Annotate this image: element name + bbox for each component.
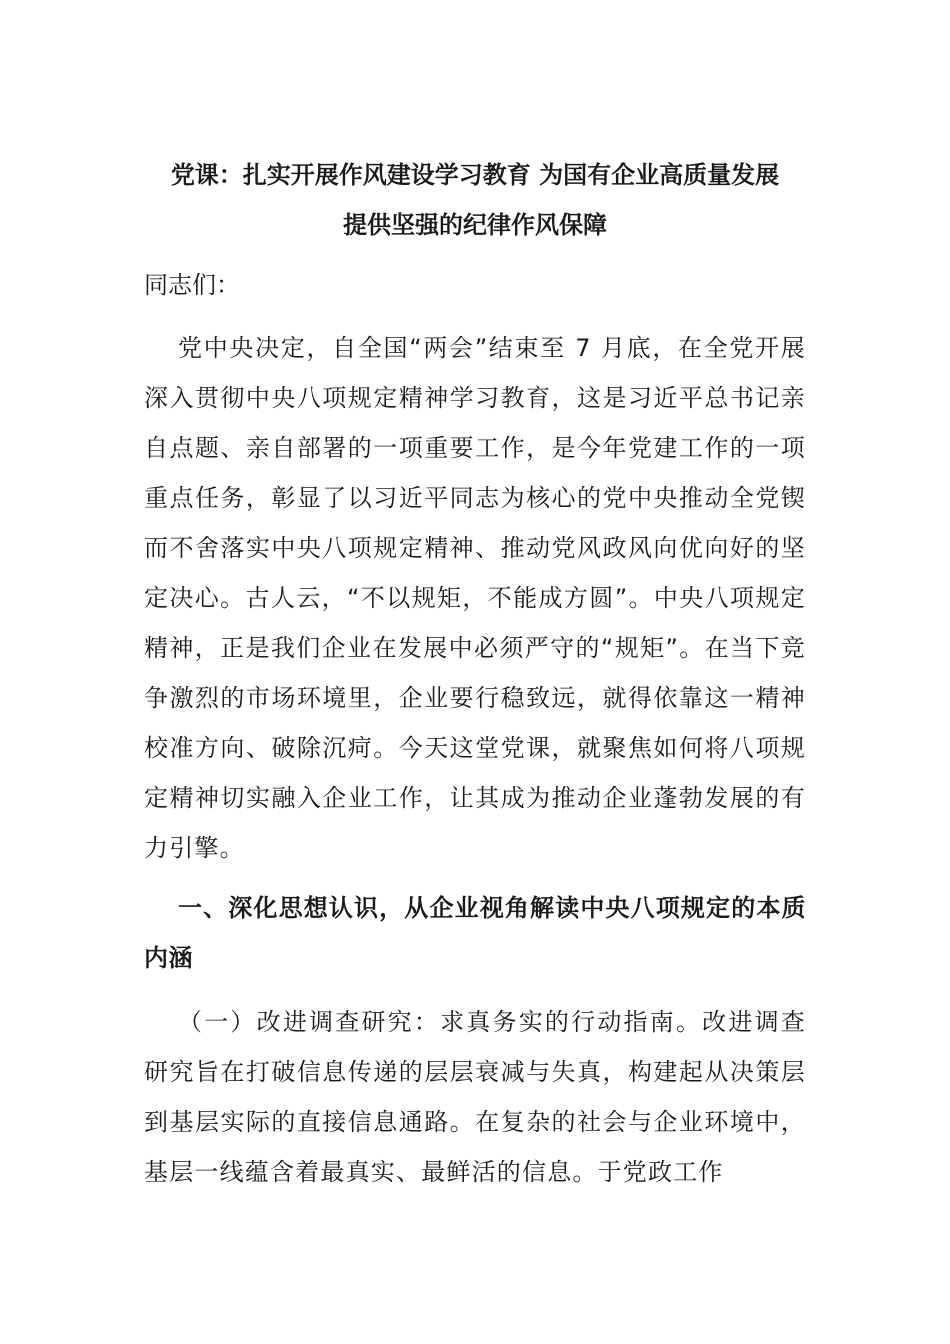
title-line-1: 党课：扎实开展作风建设学习教育 为国有企业高质量发展 — [170, 161, 780, 189]
document-page — [144, 150, 806, 1197]
salutation: 同志们： — [144, 271, 240, 299]
subsection-paragraph-1: （一）改进调查研究：求真务实的行动指南。改进调查研究旨在打破信息传递的层层衰减与失真，构建起从决策层到基层实际的直接信息通路。在复杂的社会与企业环境中，基层一线蕴含着最真实、最鲜活的信息。于党政工作 — [144, 1008, 806, 1186]
document-title — [144, 150, 806, 250]
title-line-2: 提供坚强的纪律作风保障 — [343, 211, 607, 239]
intro-paragraph: 党中央决定，自全国“两会”结束至 7 月底，在全党开展深入贯彻中央八项规定精神学习教育，这是习近平总书记亲自点题、亲自部署的一项重要工作，是今年党建工作的一项重点任务，彰显了以习近平同志为核心的党中央推动全党锲而不舍落实中央八项规定精神、推动党风政风向优向好的坚定决心。古人云，“不以规矩，不能成方圆”。中央八项规定精神，正是我们企业在发展中必须严守的“规矩”。在当下竞争激烈的市场环境里，企业要行稳致远，就得依靠这一精神校准方向、破除沉疴。今天这堂党课，就聚焦如何将八项规定精神切实融入企业工作，让其成为推动企业蓬勃发展的有力引擎。 — [144, 334, 806, 862]
section-heading-1: 一、深化思想认识，从企业视角解读中央八项规定的本质内涵 — [144, 894, 806, 972]
